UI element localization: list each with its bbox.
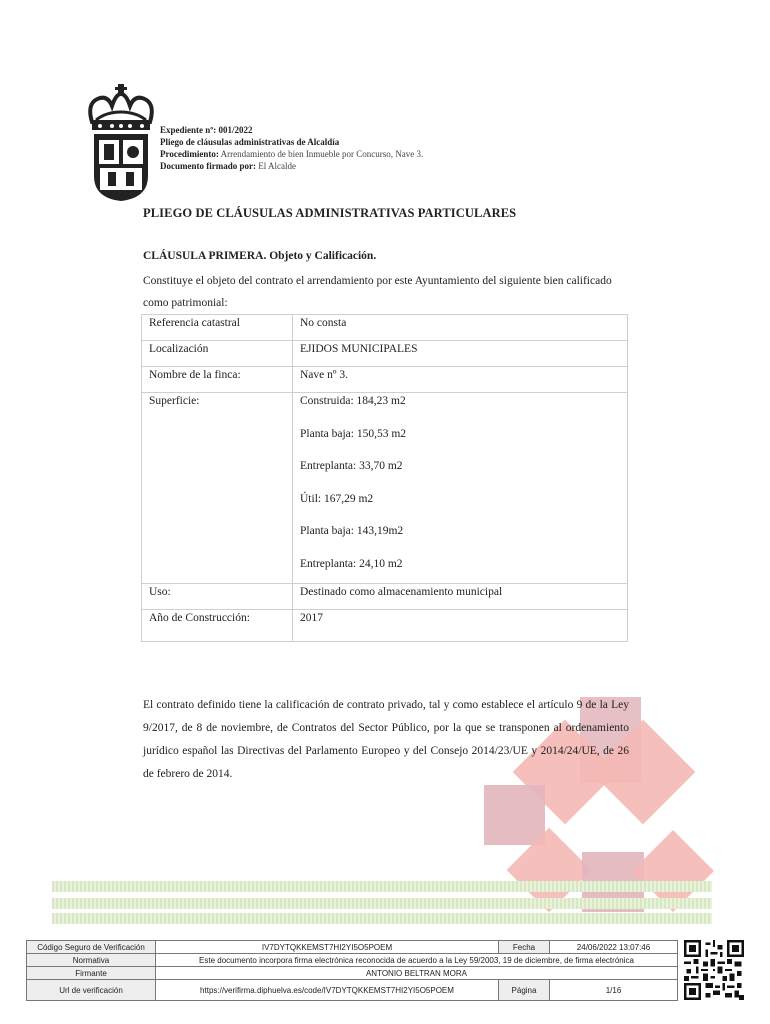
superficie-item: Entreplanta: 24,10 m2 (300, 557, 403, 570)
csv-value: IV7DYTQKKEMST7HI2YI5O5POEM (156, 941, 499, 954)
table-row (27, 954, 678, 967)
superficie-item: Útil: 167,29 m2 (300, 492, 374, 505)
property-table (141, 314, 628, 642)
firmado-label: Documento firmado por: (160, 161, 256, 171)
superficie-values (293, 393, 628, 584)
clause-title: CLÁUSULA PRIMERA. Objeto y Calificación. (143, 250, 377, 262)
uso-label: Uso: (142, 583, 293, 609)
url-label: Url de verificación (27, 980, 156, 1001)
body-paragraph: El contrato definido tiene la calificación de contrato privado, tal y como establece el artículo 9 de la Ley 9/2017, de 8 de noviembre, de Contratos del Sector Público, por la que se transponen al ordenamiento jurídico español las Directivas del Parlamento Europeo y del Consejo 2014/23/UE y 2014/24/UE, de 26 de febrero de 2014. (143, 699, 629, 780)
decorative-stripe (52, 881, 712, 892)
decorative-stripe (52, 898, 712, 909)
superficie-item: Construida: 184,23 m2 (300, 395, 406, 407)
table-row (142, 367, 628, 393)
normativa-value: Este documento incorpora firma electrónica reconocida de acuerdo a la Ley 59/2003, 19 de diciembre, de firma electrónica (156, 954, 678, 967)
normativa-label: Normativa (27, 954, 156, 967)
row-value: Nave nº 3. (293, 367, 628, 393)
table-row (27, 980, 678, 1001)
expediente-label: Expediente nº: (160, 125, 217, 135)
anio-label: Año de Construcción: (142, 609, 293, 641)
url-value[interactable]: https://verifirma.diphuelva.es/code/IV7DYTQKKEMST7HI2YI5O5POEM (156, 980, 499, 1001)
fecha-label: Fecha (499, 941, 550, 954)
fecha-value: 24/06/2022 13:07:46 (550, 941, 678, 954)
table-row (142, 609, 628, 641)
procedimiento-label: Procedimiento: (160, 149, 219, 159)
superficie-item: Planta baja: 150,53 m2 (300, 427, 407, 440)
document-header (160, 124, 423, 172)
pliego-title: Pliego de cláusulas administrativas de Alcaldía (160, 137, 340, 147)
superficie-label: Superficie: (142, 393, 293, 584)
table-row (27, 967, 678, 980)
pagina-value: 1/16 (550, 980, 678, 1001)
firmante-value: ANTONIO BELTRAN MORA (156, 967, 678, 980)
verification-table (26, 940, 678, 1001)
coat-of-arms-icon (86, 84, 156, 202)
table-row (27, 941, 678, 954)
row-value: EJIDOS MUNICIPALES (293, 341, 628, 367)
row-value: No consta (293, 315, 628, 341)
procedimiento-value: Arrendamiento de bien Inmueble por Concurso, Nave 3. (220, 149, 424, 159)
row-label: Localización (142, 341, 293, 367)
watermark-square (484, 785, 545, 845)
row-label: Nombre de la finca: (142, 367, 293, 393)
expediente-value: 001/2022 (218, 125, 253, 135)
decorative-stripe (52, 913, 712, 924)
document-title: PLIEGO DE CLÁUSULAS ADMINISTRATIVAS PARTICULARES (143, 206, 517, 220)
table-row (142, 341, 628, 367)
row-label: Referencia catastral (142, 315, 293, 341)
table-row (142, 315, 628, 341)
superficie-item: Planta baja: 143,19m2 (300, 525, 404, 537)
pagina-label: Página (499, 980, 550, 1001)
table-row (142, 393, 628, 584)
csv-label: Código Seguro de Verificación (27, 941, 156, 954)
intro-text: Constituye el objeto del contrato el arrendamiento por este Ayuntamiento del siguiente bien calificado como patrimonial: (143, 275, 612, 309)
anio-value: 2017 (293, 609, 628, 641)
uso-value: Destinado como almacenamiento municipal (293, 583, 628, 609)
superficie-item: Entreplanta: 33,70 m2 (300, 460, 403, 472)
firmado-value: El Alcalde (258, 161, 296, 171)
qr-code-icon[interactable] (684, 940, 744, 1000)
firmante-label: Firmante (27, 967, 156, 980)
table-row (142, 583, 628, 609)
